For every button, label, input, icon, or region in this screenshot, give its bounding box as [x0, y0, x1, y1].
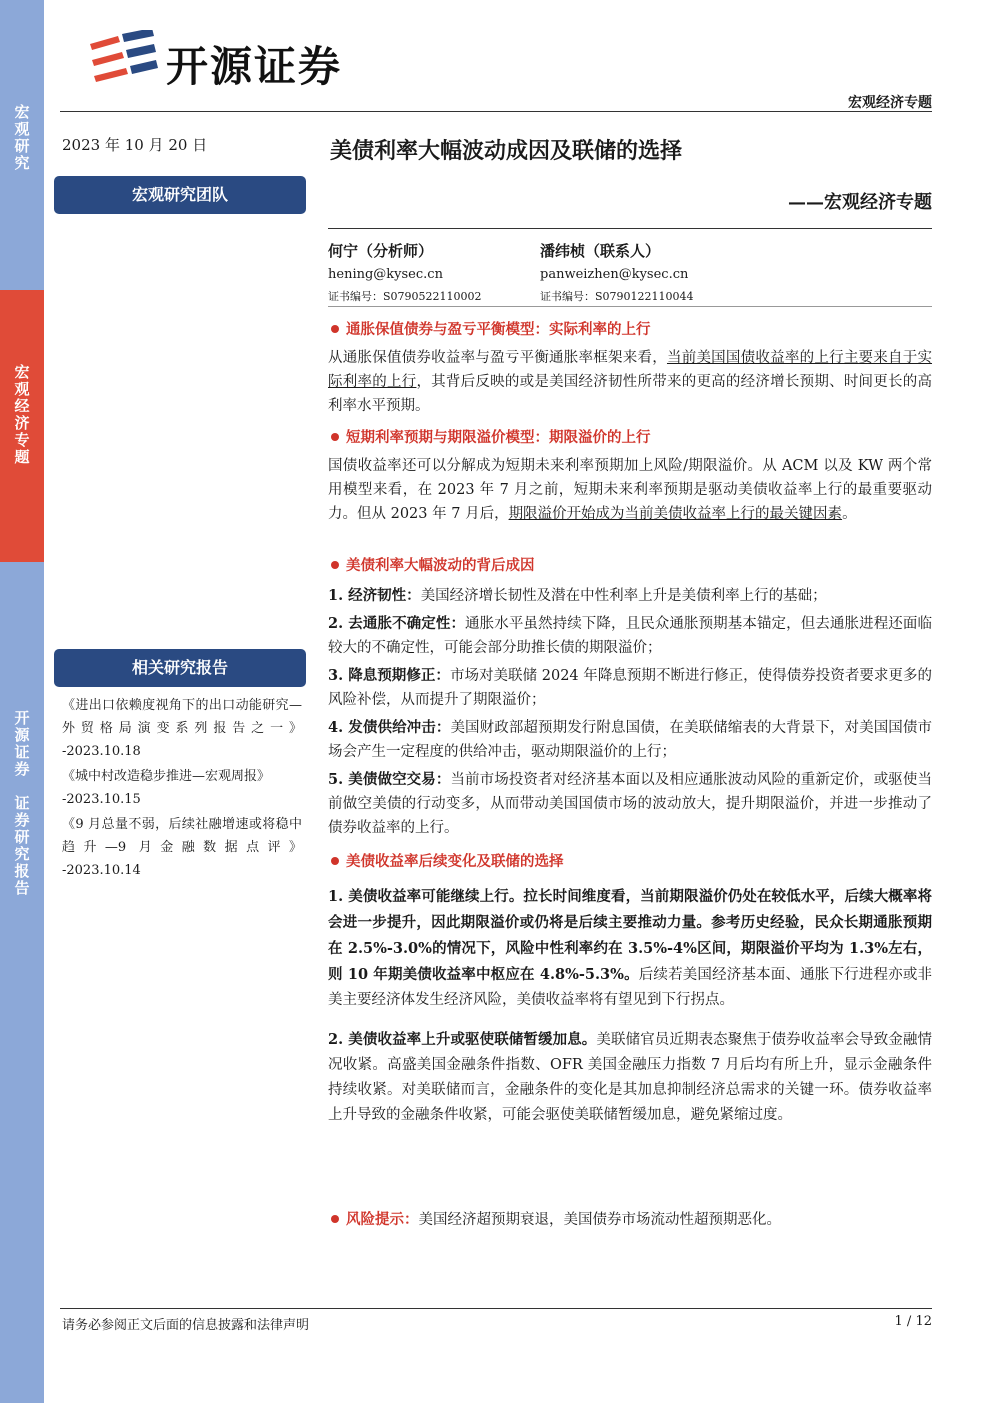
related-report-date: -2023.10.18	[62, 744, 141, 759]
header-divider	[60, 111, 932, 112]
section-real-rate	[328, 318, 932, 418]
strip-label-macro-research	[0, 104, 44, 172]
strip-char: 宏	[14, 103, 30, 121]
brand-mark-icon	[88, 30, 158, 88]
outlook-paragraph-2: 2. 美债收益率上升或驱使联储暂缓加息。美联储官员近期表态聚焦于债券收益率会导致金融情况收紧。高盛美国金融条件指数、OFR 美国金融压力指数 7 月后均有所上升，显示金融条件持续收紧。对美联储而言，金融条件的变化是其加息抑制经济总需求的关键一环。债券收益率上升导致的金融条件收紧，可能会驱使美联储暂缓加息，避免紧缩过度。	[328, 1031, 933, 1123]
cause-item: 5. 美债做空交易：当前市场投资者对经济基本面以及相应通胀波动风险的重新定价，或驱使当前做空美债的行动变多，从而带动美国国债市场的波动放大，提升期限溢价，并进一步推动了债券收益率的上行。	[328, 771, 933, 836]
strip-char: 观	[14, 120, 30, 138]
author-block	[328, 240, 482, 304]
author-cert: 证书编号：S0790122110044	[540, 290, 694, 303]
team-box: 宏观研究团队	[54, 176, 306, 214]
report-subtitle: ——宏观经济专题	[788, 192, 932, 213]
bullet-dot-icon	[331, 857, 339, 865]
page-number: 1 / 12	[894, 1314, 932, 1329]
related-reports-box: 相关研究报告	[54, 649, 306, 687]
section-term-premium	[328, 426, 932, 526]
related-report[interactable]	[62, 694, 302, 763]
strip-char: 观	[14, 380, 30, 398]
title-divider	[328, 228, 932, 229]
author-email[interactable]: panweizhen@kysec.cn	[540, 267, 689, 282]
author-email[interactable]: hening@kysec.cn	[328, 267, 443, 282]
bullet-dot-icon	[331, 561, 339, 569]
report-date: 2023 年 10 月 20 日	[62, 136, 208, 154]
footer-disclaimer: 请务必参阅正文后面的信息披露和法律声明	[62, 1318, 310, 1333]
bullet-dot-icon	[331, 325, 339, 333]
strip-char: 证	[14, 794, 30, 812]
author-cert: 证书编号：S0790522110002	[328, 290, 482, 303]
section-heading: 通胀保值债券与盈亏平衡模型：实际利率的上行	[328, 318, 932, 342]
cause-item: 4. 发债供给冲击：美国财政部超预期发行附息国债，在美联储缩表的大背景下，对美国国债市场会产生一定程度的供给冲击，驱动期限溢价的上行；	[328, 719, 933, 760]
related-reports-list	[62, 694, 302, 884]
strip-char: 证	[14, 743, 30, 761]
strip-char: 宏	[14, 363, 30, 381]
section-heading: 美债收益率后续变化及联储的选择	[328, 850, 932, 874]
sidebar-strip-bottom	[0, 562, 44, 1403]
strip-char: 究	[14, 154, 30, 172]
related-report-title[interactable]: 《9 月总量不弱，后续社融增速或将稳中趋升—9 月金融数据点评》	[62, 817, 302, 855]
header-category: 宏观经济专题	[848, 95, 932, 111]
bullet-dot-icon	[331, 433, 339, 441]
section-heading: 美债利率大幅波动的背后成因	[328, 554, 932, 578]
strip-char: 研	[14, 137, 30, 155]
section-outlook	[328, 850, 932, 1128]
footer-divider	[60, 1308, 932, 1309]
author-block	[540, 240, 694, 304]
strip-label-research-report	[0, 710, 44, 897]
related-report-date: -2023.10.14	[62, 863, 141, 878]
strip-char: 开	[14, 709, 30, 727]
strip-char: 究	[14, 845, 30, 863]
risk-text: 美国经济超预期衰退，美国债券市场流动性超预期恶化。	[418, 1212, 781, 1228]
brand-logo	[88, 28, 388, 92]
section-heading: 短期利率预期与期限溢价模型：期限溢价的上行	[328, 426, 932, 450]
strip-char: 经	[14, 397, 30, 415]
strip-char: 报	[14, 862, 30, 880]
related-report[interactable]	[62, 765, 302, 811]
strip-char: 专	[14, 431, 30, 449]
section-paragraph: 国债收益率还可以分解成为短期未来利率预期加上风险/期限溢价。从 ACM 以及 KW 两个常用模型来看，在 2023 年 7 月之前，短期未来利率预期是驱动美债收益率上行的最重要驱动力。但从 2023 年 7 月后，期限溢价开始成为当前美债收益率上行的最关键因素。	[328, 458, 932, 522]
cause-item: 1. 经济韧性：美国经济增长韧性及潜在中性利率上升是美债利率上行的基础；	[328, 587, 827, 604]
strip-char: 题	[14, 448, 30, 466]
brand-name: 开源证券	[166, 42, 343, 91]
strip-char: 告	[14, 879, 30, 897]
risk-warning	[328, 1208, 932, 1232]
strip-char	[0, 778, 44, 795]
related-report-date: -2023.10.15	[62, 792, 141, 807]
outlook-paragraph-1: 1. 美债收益率可能继续上行。拉长时间维度看，当前期限溢价仍处在较低水平，后续大概率将会进一步提升，因此期限溢价或仍将是后续主要推动力量。参考历史经验，民众长期通胀预期在 2.5%-3.0%的情况下，风险中性利率约在 3.5%-4%区间，期限溢价平均为 1.3%左右，则 10 年期美债收益率中枢应在 4.8%-5.3%。后续若美国经济基本面、通胀下行进程亦或非美主要经济体发生经济风险，美债收益率将有望见到下行拐点。	[328, 888, 932, 1008]
author-divider	[328, 306, 932, 307]
strip-char: 研	[14, 828, 30, 846]
related-report[interactable]	[62, 813, 302, 882]
strip-char: 济	[14, 414, 30, 432]
author-name: 潘纬桢（联系人）	[540, 242, 661, 260]
author-name: 何宁（分析师）	[328, 242, 434, 260]
strip-char: 源	[14, 726, 30, 744]
risk-label: 风险提示：	[328, 1211, 419, 1228]
section-paragraph: 从通胀保值债券收益率与盈亏平衡通胀率框架来看，当前美国国债收益率的上行主要来自于实际利率的上行，其背后反映的或是美国经济韧性所带来的更高的经济增长预期、时间更长的高利率水平预期。	[328, 350, 933, 414]
strip-label-macro-topic	[0, 364, 44, 466]
cause-item: 3. 降息预期修正：市场对美联储 2024 年降息预期不断进行修正，使得债券投资者要求更多的风险补偿，从而提升了期限溢价；	[328, 667, 932, 708]
report-title: 美债利率大幅波动成因及联储的选择	[330, 138, 683, 164]
related-report-title[interactable]: 《城中村改造稳步推进—宏观周报》	[62, 769, 271, 784]
bullet-dot-icon	[331, 1215, 339, 1223]
section-causes	[328, 554, 932, 840]
strip-char: 券	[14, 760, 30, 778]
related-report-title[interactable]: 《进出口依赖度视角下的出口动能研究—外贸格局演变系列报告之一》	[62, 698, 302, 736]
strip-char: 券	[14, 811, 30, 829]
cause-item: 2. 去通胀不确定性：通胀水平虽然持续下降，且民众通胀预期基本锚定，但去通胀进程还面临较大的不确定性，可能会部分助推长债的期限溢价；	[328, 615, 932, 656]
